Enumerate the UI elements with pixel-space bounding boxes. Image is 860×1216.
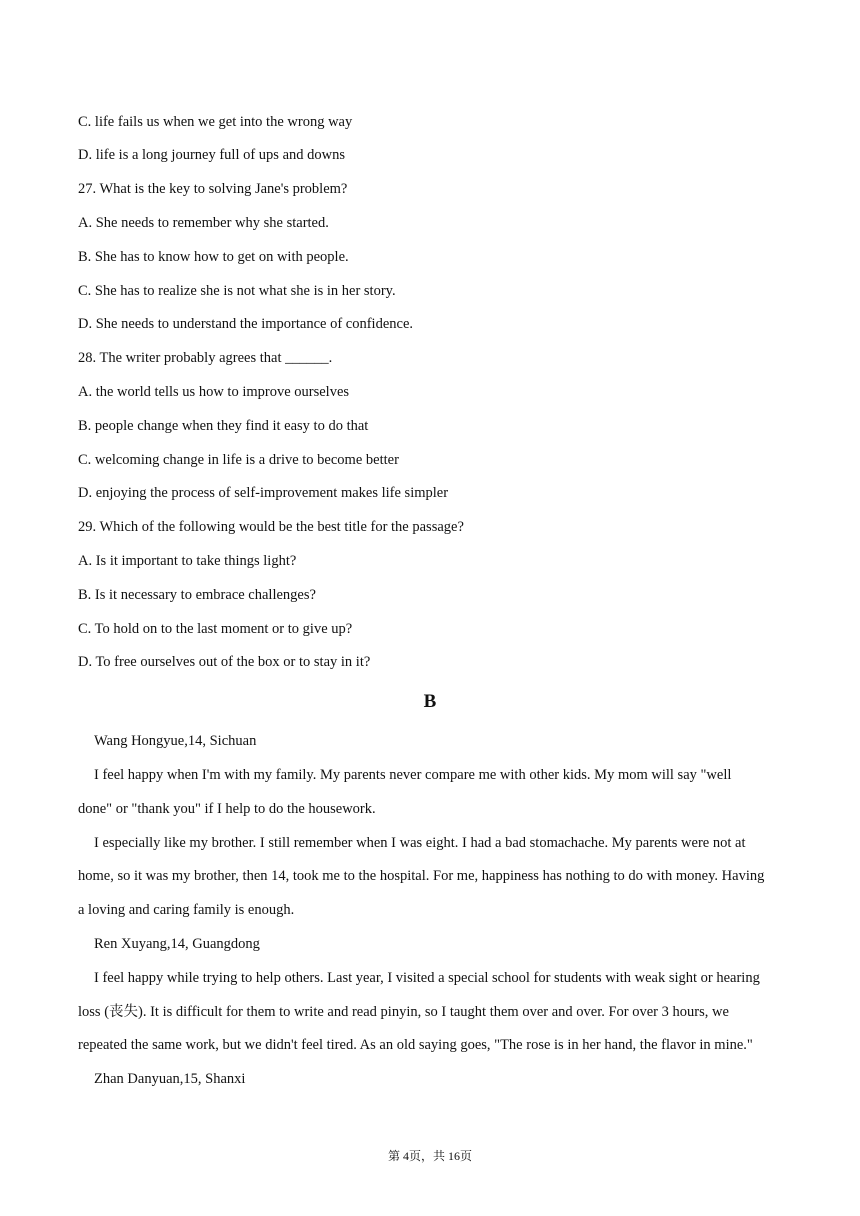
q27-option-d: D. She needs to understand the importance of confidence. (78, 316, 414, 332)
speaker-name: Zhan Danyuan,15, Shanxi (94, 1071, 246, 1087)
q28-option-d: D. enjoying the process of self-improvement makes life simpler (78, 485, 449, 501)
q29-option-b: B. Is it necessary to embrace challenges? (78, 587, 316, 603)
q28-stem: 28. The writer probably agrees that ______. (78, 350, 333, 366)
paragraph-line: loss (丧失). It is difficult for them to write and read pinyin, so I taught them over and over. For over 3 hours, we (78, 1004, 729, 1020)
q28-option-b: B. people change when they find it easy to do that (78, 418, 369, 434)
q29-option-d: D. To free ourselves out of the box or to stay in it? (78, 654, 371, 670)
section-heading: B (423, 691, 437, 712)
paragraph-line: I feel happy while trying to help others. Last year, I visited a special school for students with weak sight or hearing (94, 970, 760, 986)
paragraph-line: I especially like my brother. I still remember when I was eight. I had a bad stomachache. My parents were not at (94, 835, 746, 851)
paragraph-line: repeated the same work, but we didn't feel tired. As an old saying goes, "The rose is in her hand, the flavor in mine." (78, 1037, 753, 1053)
q28-option-c: C. welcoming change in life is a drive to become better (78, 452, 399, 468)
q27-stem: 27. What is the key to solving Jane's problem? (78, 181, 348, 197)
speaker-name: Wang Hongyue,14, Sichuan (94, 733, 257, 749)
speaker-name: Ren Xuyang,14, Guangdong (94, 936, 260, 952)
paragraph-line: done" or "thank you" if I help to do the housework. (78, 801, 376, 817)
q27-option-c: C. She has to realize she is not what she is in her story. (78, 283, 396, 299)
paragraph-line: a loving and caring family is enough. (78, 902, 295, 918)
q29-option-c: C. To hold on to the last moment or to give up? (78, 621, 353, 637)
q27-option-b: B. She has to know how to get on with people. (78, 249, 349, 265)
q28-option-a: A. the world tells us how to improve ourselves (78, 384, 350, 400)
q27-option-a: A. She needs to remember why she started. (78, 215, 329, 231)
q26-option-d: D. life is a long journey full of ups and downs (78, 147, 346, 163)
page-number-footer: 第 4页，共 16页 (387, 1149, 472, 1163)
paragraph-line: I feel happy when I'm with my family. My parents never compare me with other kids. My mom will say "well (94, 767, 732, 783)
q29-stem: 29. Which of the following would be the best title for the passage? (78, 519, 464, 535)
paragraph-line: home, so it was my brother, then 14, took me to the hospital. For me, happiness has nothing to do with money. Having (78, 868, 765, 884)
q26-option-c: C. life fails us when we get into the wrong way (78, 114, 353, 130)
q29-option-a: A. Is it important to take things light? (78, 553, 297, 569)
